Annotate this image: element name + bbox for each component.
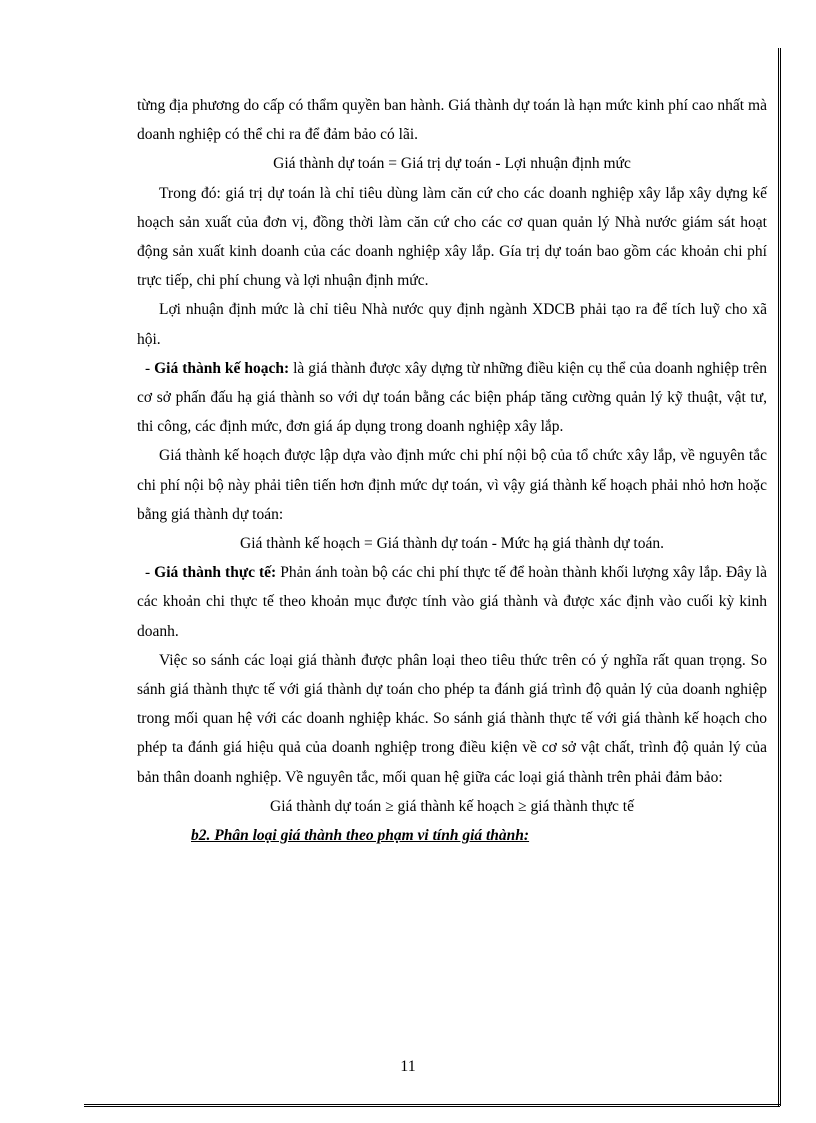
paragraph-3: Lợi nhuận định mức là chỉ tiêu Nhà nước quy định ngành XDCB phải tạo ra để tích luỹ cho xã hội. [137,301,767,348]
section-heading-b2: b2. Phân loại giá thành theo phạm vi tính giá thành: [191,827,530,845]
paragraph-4-body: là giá thành được xây dựng từ những điều kiện cụ thể của doanh nghiệp trên cơ sở phấn đấu hạ giá thành so với dự toán bằng các biện pháp tăng cường quản lý kỹ thuật, vật tư, thi công, các định mức, đơn giá áp dụng trong doanh nghiệp xây lắp. [137,359,767,436]
page-number: 11 [400,1058,416,1075]
paragraph-6-body: Phản ánh toàn bộ các chi phí thực tế để hoàn thành khối lượng xây lắp. Đây là các khoản chi thực tế theo khoản mục được tính vào giá thành và được xác định vào cuối kỳ kinh doanh. [137,564,767,640]
term-planned-cost: Giá thành kế hoạch: [154,359,290,377]
paragraph-5: Giá thành kế hoạch được lập dựa vào định mức chi phí nội bộ của tổ chức xây lắp, về nguyên tắc chi phí nội bộ này phải tiên tiến hơn định mức dự toán, vì vậy giá thành kế hoạch phải nhỏ hơn hoặc bằng giá thành dự toán: [137,447,767,523]
page-border-bottom [84,1104,780,1107]
paragraph-7: Việc so sánh các loại giá thành được phân loại theo tiêu thức trên có ý nghĩa rất quan trọng. So sánh giá thành thực tế với giá thành dự toán cho phép ta đánh giá trình độ quản lý của doanh nghiệp trong mối quan hệ với các doanh nghiệp khác. So sánh giá thành thực tế với giá thành kế hoạch cho phép ta đánh giá hiệu quả của doanh nghiệp trong điều kiện về cơ sở vật chất, trình độ quản lý của bản thân doanh nghiệp. Về nguyên tắc, mối quan hệ giữa các loại giá thành trên phải đảm bảo: [137,651,767,786]
paragraph-1: từng địa phương do cấp có thẩm quyền ban hành. Giá thành dự toán là hạn mức kinh phí cao nhất mà doanh nghiệp có thể chi ra để đảm bảo có lãi. [137,97,767,144]
dash: - [145,359,155,377]
paragraph-4 [137,354,767,442]
term-actual-cost: Giá thành thực tế: [154,564,277,582]
formula-2: Giá thành kế hoạch = Giá thành dự toán - Mức hạ giá thành dự toán. [240,535,664,553]
dash: - [145,564,155,582]
paragraph-6 [137,558,767,646]
formula-3: Giá thành dự toán ≥ giá thành kế hoạch ≥ giá thành thực tế [270,797,634,815]
paragraph-2: Trong đó: giá trị dự toán là chỉ tiêu dùng làm căn cứ cho các doanh nghiệp xây lắp xây dựng kế hoạch sản xuất của đơn vị, đồng thời làm căn cứ cho các cơ quan quản lý Nhà nước giám sát hoạt động sản xuất kinh doanh của các doanh nghiệp xây lắp. Gía trị dự toán bao gồm các khoản chi phí trực tiếp, chi phí chung và lợi nhuận định mức. [137,184,767,290]
page-content [137,91,767,850]
formula-1: Giá thành dự toán = Giá trị dự toán - Lợi nhuận định mức [273,155,631,173]
page-border-right [778,48,781,1106]
